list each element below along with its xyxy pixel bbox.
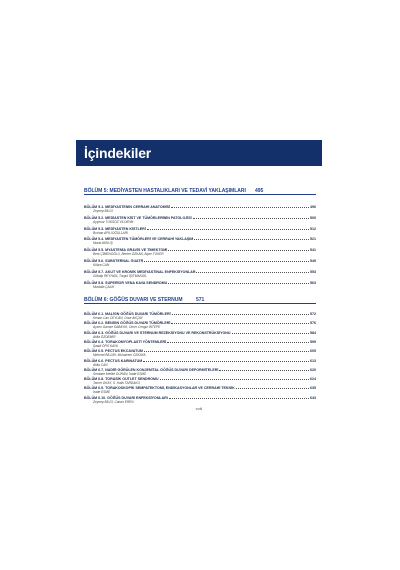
entry-title: AKUT VE KRONİK MEDİYASTİNAL ENFEKSİYONLAR (105, 269, 196, 274)
entry-page: 576 (310, 321, 316, 326)
entry-authors: Tamer OKAY, S. Halis TARDAKO (93, 381, 140, 386)
leader-dots (167, 342, 309, 343)
entry-page: 620 (310, 367, 316, 372)
entry-title: MALİGN GÖĞÜS DUVARI TÜMÖRLERİ (105, 312, 171, 316)
entry-authors: Serdane Melike DURAN, İrade ESME (93, 371, 147, 376)
leader-dots (194, 239, 309, 240)
leader-dots (168, 283, 309, 284)
leader-dots (169, 398, 309, 399)
entry-number: BÖLÜM 6.3. (84, 330, 105, 335)
entry-authors: Ayşenur TOKSÖZ YILDIRIM (93, 219, 134, 224)
toc-entry-row (84, 330, 316, 335)
entry-number: BÖLÜM 5.7. (84, 269, 105, 274)
entry-number: BÖLÜM 6.1. (84, 312, 105, 316)
section-page: 571 (196, 297, 205, 303)
leader-dots (232, 333, 310, 334)
toc-entry[interactable] (84, 258, 316, 268)
toc-entry-row (84, 204, 316, 209)
entry-authors: Atilla CAN (93, 362, 108, 367)
page-title: İçindekiler (84, 145, 152, 161)
toc-entry-row (84, 358, 316, 363)
entry-authors: Burhan APILIOĞULLARI (93, 230, 128, 235)
entry-authors: Şaadi ÖRS KAYA (93, 343, 118, 348)
toc-entry[interactable] (84, 226, 316, 236)
entry-page: 496 (310, 205, 316, 209)
entry-title: TORASİK OUTLET SENDROMU (105, 377, 159, 382)
entry-page: 613 (310, 358, 316, 363)
entry-title: GÖĞÜS DUVARI ENFEKSİYONLARI (107, 395, 168, 400)
section-title: BÖLÜM 6: GÖĞÜS DUVARI VE STERNUM (84, 297, 183, 303)
toc-entry[interactable] (84, 236, 316, 246)
entry-title: MYASTENİA GRAVİS VE TİMEKTOMİ (105, 248, 168, 253)
entry-title: MEDİASTEN KİST VE TÜMÖRLERİNİN PATOLOJİSİ (105, 215, 192, 220)
section-heading (84, 188, 316, 197)
toc-entry[interactable] (84, 269, 316, 279)
entry-number: BÖLÜM 6.10. (84, 395, 107, 400)
toc-entry[interactable] (84, 247, 316, 257)
entry-number: BÖLÜM 5.3. (84, 226, 105, 231)
entry-page: 572 (310, 312, 316, 316)
entry-page: 599 (310, 339, 316, 344)
entry-page: 605 (310, 349, 316, 354)
entry-title: MEDİYASTENİN CERRAHİ ANATOMİSİ (105, 205, 171, 209)
entry-page: 549 (310, 259, 316, 263)
entry-number: BÖLÜM 6.2. (84, 321, 105, 326)
entry-page: 521 (310, 237, 316, 242)
leader-dots (196, 272, 309, 273)
entry-page: 500 (310, 215, 316, 220)
entry-title: PECTUS EKCAVATUM (105, 349, 143, 354)
leader-dots (171, 207, 309, 208)
entry-page: 643 (310, 395, 316, 400)
toc-entry-row (84, 258, 316, 263)
leader-dots (160, 379, 309, 380)
toc-entry-row (84, 339, 316, 344)
leader-dots (193, 218, 309, 219)
entry-authors: Murat AKKUŞ (93, 241, 113, 246)
entry-page: 624 (310, 377, 316, 382)
entry-number: BÖLÜM 6.5. (84, 349, 105, 354)
entry-authors: Kübra CAN (93, 263, 110, 267)
entry-number: BÖLÜM 6.7. (84, 367, 105, 372)
section-rule (84, 303, 316, 304)
section-rule (84, 194, 316, 195)
leader-dots (168, 250, 309, 251)
entry-title: SUBSTERNAL GUATR (105, 259, 144, 263)
entry-number: BÖLÜM 5.8. (84, 280, 105, 285)
entry-authors: Zeynep BİLGİ (93, 209, 113, 213)
toc-entry[interactable] (84, 215, 316, 225)
leader-dots (172, 314, 309, 315)
entry-page: 563 (310, 280, 316, 285)
entry-title: PECTUS KARINATUM (105, 358, 143, 363)
entry-title: SUPERİOR VENA KAVA SENDROMU (105, 280, 168, 285)
toc-entry[interactable] (84, 395, 316, 405)
toc-banner (76, 140, 322, 166)
entry-number: BÖLÜM 6.4. (84, 339, 105, 344)
toc-entry-row (84, 385, 316, 390)
section-title: BÖLÜM 5: MEDİYASTEN HASTALIKLARI VE TEDAVİ YAKLAŞIMLARI (84, 188, 246, 194)
leader-dots (171, 323, 309, 324)
toc-entry[interactable] (84, 204, 316, 214)
section-page: 495 (255, 188, 264, 194)
entry-title: TORAKOSKOPİK SEMPATEKTOMİ, ENDİKASYONLAR VE CERRAHİ TEKNİK (105, 386, 235, 391)
entry-authors: Gökalp REYHAN, Turgut IŞITMANGİL (93, 273, 147, 278)
entry-authors: Aysen Gamze KABAYIK, Omer Cengiz İNTEPE (93, 325, 161, 330)
entry-number: BÖLÜM 6.8. (84, 377, 105, 382)
section-heading (84, 297, 316, 306)
entry-page: 512 (310, 226, 316, 231)
entry-number: BÖLÜM 5.4. (84, 237, 105, 242)
entry-page: 584 (310, 330, 316, 335)
page-number: xviii (195, 406, 203, 411)
leader-dots (144, 261, 309, 262)
leader-dots (147, 229, 309, 230)
entry-authors: Berk ÇİMENOĞLU, Berker ÖZKAN, Alper TOKER (93, 252, 164, 257)
entry-title: MEDİYASTEN KİSTLERİ (105, 226, 146, 231)
entry-number: BÖLÜM 6.9. (84, 386, 105, 391)
entry-number: BÖLÜM 6.6. (84, 358, 105, 363)
leader-dots (143, 361, 309, 362)
entry-authors: Zeynep BİLGİ, Canan EREN (93, 399, 134, 404)
entry-title: NADİR GÖRÜLEN KONJENİTAL GÖĞÜS DUVARI DEFORMİTELERİ (105, 367, 219, 372)
entry-number: BÖLÜM 5.6. (84, 259, 105, 263)
entry-authors: Kenan Can CEYLAN, Onur AKÇAY (93, 316, 143, 320)
entry-authors: Mehmet BİLGİN, Muharrem ÖZKAYA (93, 353, 146, 358)
entry-title: TORAKOMYOPLASTİ YÖNTEMLERİ (105, 339, 167, 344)
entry-page: 553 (310, 269, 316, 274)
entry-number: BÖLÜM 5.5. (84, 248, 105, 253)
entry-authors: Atilla ÖZDEMİR (93, 334, 116, 339)
leader-dots (144, 351, 309, 352)
entry-page: 635 (310, 386, 316, 391)
toc-entry-row (84, 280, 316, 285)
entry-title: GÖĞÜS DUVARI VE STERNUM REZEKSİYONU VE REKONSTRÜKSİYONU (105, 330, 231, 335)
entry-page: 541 (310, 248, 316, 253)
entry-title: MEDİYASTEN TÜMÖRLERİ VE CERRAHİ YAKLAŞIM (105, 237, 194, 242)
entry-title: BENİGN GÖĞÜS DUVARI TÜMÖRLERİ (105, 321, 171, 326)
leader-dots (219, 370, 309, 371)
entry-authors: İrade ESME (93, 390, 111, 395)
toc-page (76, 118, 322, 418)
toc-entry[interactable] (84, 280, 316, 290)
toc-entry-row (84, 236, 316, 241)
entry-number: BÖLÜM 5.2. (84, 215, 105, 220)
entry-number: BÖLÜM 5.1. (84, 205, 105, 209)
entry-authors: Mustafa ÇALIK (93, 284, 115, 289)
leader-dots (236, 388, 309, 389)
